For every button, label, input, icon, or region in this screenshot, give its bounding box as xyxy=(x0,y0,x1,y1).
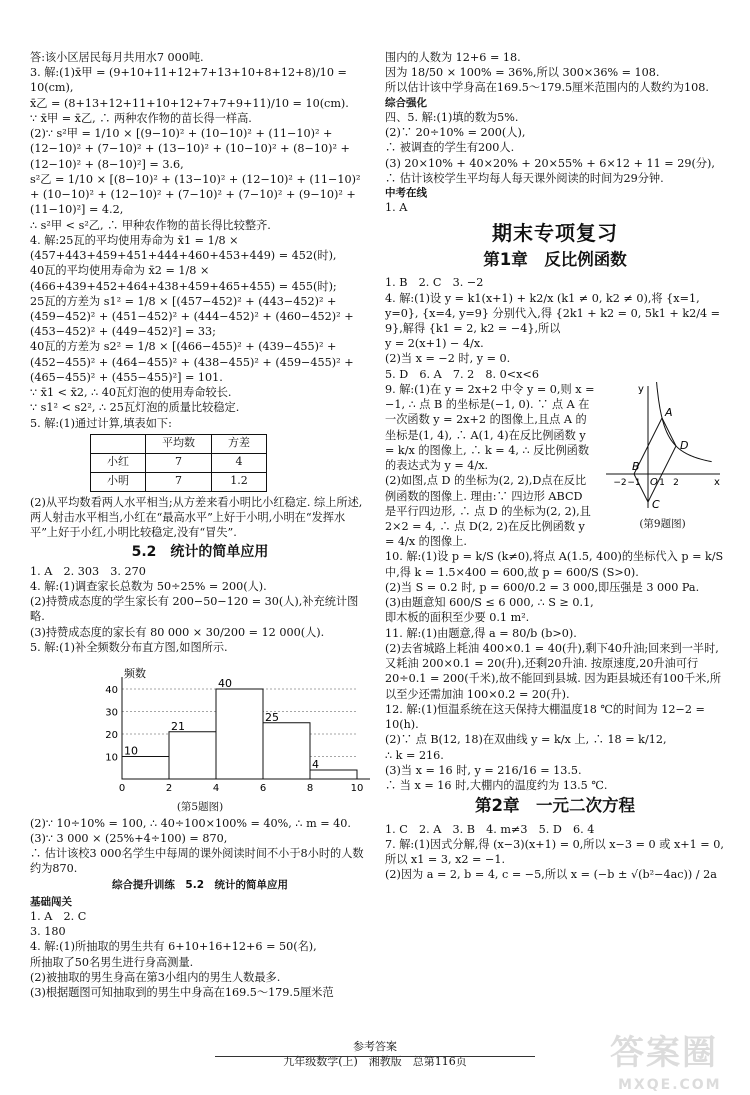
x-tick-label: 6 xyxy=(259,783,267,794)
y-tick-label: 20 xyxy=(105,730,118,741)
y-tick-label: 30 xyxy=(105,707,118,719)
table-header-row xyxy=(91,434,267,453)
answer-line: (3)根据题图可知抽取到的男生中身高在169.5～179.5厘米范 xyxy=(30,986,334,1000)
histogram-bar xyxy=(122,757,169,780)
table-cell: 7 xyxy=(146,472,212,491)
parallelogram-abcd xyxy=(634,418,676,502)
review-title: 期末专项复习 xyxy=(492,220,618,245)
answer-line: 4. 解:25瓦的平均使用寿命为 x̄1 = 1/8 × (457+443+459+451+444+460+453+449) = 452(时), xyxy=(30,233,337,263)
footer-line: 九年级数学(上) 湘教版 总第116页 xyxy=(283,1054,467,1068)
figure-caption: (第5题图) xyxy=(176,801,224,814)
point-label-b: B xyxy=(632,459,640,473)
answer-line: ∴ 估计该校学生平均每人每天课外阅读的时间为29分钟. xyxy=(385,171,664,185)
answer-line: 3. 解:(1)x̄甲 = (9+10+11+12+7+13+10+8+12+8)/10 = 10(cm), xyxy=(30,66,347,95)
answer-line: (2)∵ 20÷10% = 200(人), xyxy=(385,126,526,140)
answer-line: 3. 180 xyxy=(30,925,66,939)
answer-line: 9. 解:(1)在 y = 2x+2 中令 y = 0,则 x = −1, ∴ 点 B 的坐标是(−1, 0). ∵ 点 A 在一次函数 y = 2x+2 的图像上,且点 A 的坐标是(1, 4), ∴ A(1, 4)在反比例函数 y = k/x 的图像上, ∴ k = 4, ∴ 反比例函数的表达式为 y = 4/x. xyxy=(385,382,595,473)
table-header-cell: 平均数 xyxy=(146,434,212,453)
exam-label: 中考在线 xyxy=(385,187,427,200)
answer-line: 1. A xyxy=(385,201,408,215)
bar-data-label: 25 xyxy=(265,710,279,724)
answer-line: 因为 18/50 × 100% = 36%,所以 300×36% = 108. xyxy=(385,66,660,80)
answer-line: 所以估计该中学身高在169.5～179.5厘米范围内的人数约为108. xyxy=(385,81,709,95)
answer-line: (2)当 x = −2 时, y = 0. xyxy=(385,352,511,366)
answer-line: 即木板的面积至少要 0.1 m². xyxy=(385,611,530,625)
answer-line: 11. 解:(1)由题意,得 a = 80/b (b>0). xyxy=(385,626,577,640)
answer-line: ∴ 当 x = 16 时,大棚内的温度约为 13.5 ℃. xyxy=(385,779,608,792)
x-tick-label: 2 xyxy=(165,783,173,794)
answer-line: 4. 解:(1)调查家长总数为 50÷25% = 200(人). xyxy=(30,579,267,593)
point-label-d: D xyxy=(680,438,689,452)
answer-line: 1. A 2. C xyxy=(30,909,87,923)
score-table xyxy=(90,434,267,492)
bar-data-label: 4 xyxy=(312,758,319,771)
bar-data-label: 21 xyxy=(171,719,185,733)
answer-line: (2)从平均数看两人水平相当;从方差来看小明比小红稳定. 综上所述,两人射击水平相当,小红在“最高水平”上好于小明,小明在“发挥水平”上好于小红,小明比较稳定,没有“冒失”. xyxy=(30,495,363,540)
chapter1-title: 第1章 反比例函数 xyxy=(483,249,627,269)
table-row xyxy=(91,453,267,472)
table-header-cell xyxy=(91,434,146,453)
tick-label: −1 xyxy=(627,477,641,488)
answer-line: 1. B 2. C 3. −2 xyxy=(385,276,484,290)
histogram-bar xyxy=(263,723,310,779)
table-cell: 小明 xyxy=(91,472,146,491)
bar-data-label: 10 xyxy=(124,744,138,758)
table-cell: 7 xyxy=(146,453,212,472)
answer-line: 1. C 2. A 3. B 4. m≠3 5. D 6. 4 xyxy=(385,822,595,836)
answer-line: 5. D 6. A 7. 2 8. 0<x<6 xyxy=(385,367,539,381)
answer-line: 4. 解:(1)设 y = k1(x+1) + k2/x (k1 ≠ 0, k2 ≠ 0),将 {x=1, y=0}, {x=4, y=9} 分别代入,得 {2k1 + k2 = 0, 5k1 + k2/4 = 9},解得 {k1 = 2, k2 = −4},所以 xyxy=(385,291,721,335)
point-label-o: O xyxy=(650,476,658,488)
watermark-url: MXQE.COM xyxy=(618,1077,722,1094)
answer-line: 25瓦的方差为 s1² = 1/8 × [(457−452)² + (443−452)² + (459−452)² + (451−452)² + (444−452)² + (460−452)² + (453−452)² + (449−452)²] = 33; xyxy=(30,294,354,339)
point-label-c: C xyxy=(652,497,660,511)
answer-line: 40瓦的平均使用寿命为 x̄2 = 1/8 × (466+439+452+464+438+459+465+455) = 455(时); xyxy=(30,264,337,293)
point-label-a: A xyxy=(665,405,673,419)
answer-line: ∵ s1² < s2², ∴ 25瓦灯泡的质量比较稳定. xyxy=(30,401,240,415)
axis-label: x xyxy=(714,476,720,488)
histogram-bar xyxy=(216,689,263,779)
answer-line: 5. 解:(1)通过计算,填表如下: xyxy=(30,416,172,430)
answer-line: 1. A 2. 303 3. 270 xyxy=(30,564,146,578)
answer-line: (2)如图,点 D 的坐标为(2, 2),D点在反比例函数的图像上. 理由:∵ 四边形 ABCD 是平行四边形, ∴ 点 D 的坐标为(2, 2),且 2×2 = 4, ∴ 点 D(2, 2)在反比例函数 y = 4/x 的图像上. xyxy=(385,474,591,549)
frequency-histogram xyxy=(30,655,370,795)
x-tick-label: 8 xyxy=(306,783,314,794)
y-axis-label: 频数 xyxy=(124,667,146,680)
axis-label: y xyxy=(638,383,644,395)
problem9-block xyxy=(385,382,725,550)
footer-rule xyxy=(215,1056,535,1057)
answer-line: 围内的人数为 12+6 = 18. xyxy=(385,51,521,64)
answer-line: (3)当 x = 16 时, y = 216/16 = 13.5. xyxy=(385,763,582,777)
tick-label: 2 xyxy=(673,477,679,488)
synthesis-label: 综合强化 xyxy=(385,96,427,109)
bar-data-label: 40 xyxy=(218,677,232,690)
answer-line: ∵ x̄1 < x̄2, ∴ 40瓦灯泡的使用寿命较长. xyxy=(30,386,232,400)
answer-line: (2)当 S = 0.2 时, p = 600/0.2 = 3 000,即压强是 3 000 Pa. xyxy=(385,580,700,594)
answer-line: (3)由题意知 600/S ≤ 6 000, ∴ S ≥ 0.1, xyxy=(385,596,594,610)
answer-line: ∵ x̄甲 = x̄乙, ∴ 两种农作物的苗长得一样高. xyxy=(30,111,252,125)
tick-label: 1 xyxy=(659,477,665,488)
table-cell: 4 xyxy=(212,453,267,472)
table-row xyxy=(91,472,267,491)
right-column xyxy=(385,50,725,883)
answer-line: ∴ k = 216. xyxy=(385,748,444,762)
answer-line: ∴ 被调查的学生有200人. xyxy=(385,141,515,155)
answer-line: 所抽取了50名男生进行身高测量. xyxy=(30,955,194,969)
x-tick-label: 0 xyxy=(118,783,126,794)
answer-line: (3)∵ 3 000 × (25%+4÷100) = 870, xyxy=(30,831,228,845)
answer-line: 7. 解:(1)因式分解,得 (x−3)(x+1) = 0,所以 x−3 = 0 或 x+1 = 0,所以 x1 = 3, x2 = −1. xyxy=(385,837,724,867)
answer-line: s²乙 = 1/10 × [(8−10)² + (13−10)² + (12−10)² + (11−10)² + (10−10)² + (12−10)² + (7−10)² + (7−10)² + (9−10)² + (11−10)²] = 4.2, xyxy=(30,172,361,217)
answer-line: x̄乙 = (8+13+12+11+10+12+7+7+9+11)/10 = 10(cm). xyxy=(30,96,349,110)
histogram-bar xyxy=(169,732,216,779)
histogram-bar xyxy=(310,770,357,779)
answer-line: 10. 解:(1)设 p = k/S (k≠0),将点 A(1.5, 400)的坐标代入 p = k/S 中,得 k = 1.5×400 = 600,故 p = 600/S (S>0). xyxy=(385,550,724,579)
watermark-logo xyxy=(610,1030,722,1095)
chapter2-title: 第2章 一元二次方程 xyxy=(475,796,635,816)
answer-line: 答:该小区居民每月共用水7 000吨. xyxy=(30,51,204,64)
table-cell: 小红 xyxy=(91,453,146,472)
x-tick-label: 10 xyxy=(350,783,364,794)
basic-label: 基础闯关 xyxy=(30,895,72,908)
y-tick-label: 40 xyxy=(105,685,118,696)
tick-label: −2 xyxy=(613,477,627,488)
table-header-cell: 方差 xyxy=(212,434,267,453)
answer-line: 4. 解:(1)所抽取的男生共有 6+10+16+12+6 = 50(名), xyxy=(30,940,317,954)
answer-line: (2)被抽取的男生身高在第3小组内的男生人数最多. xyxy=(30,970,281,984)
answer-line: (2)∵ 10÷10% = 100, ∴ 40÷100×100% = 40%, ∴ m = 40. xyxy=(30,816,351,830)
figure9 xyxy=(600,382,725,533)
figure9-caption: (第9题图) xyxy=(639,518,686,531)
footer-header: 参考答案 xyxy=(353,1040,397,1053)
training-title: 综合提升训练 5.2 统计的简单应用 xyxy=(111,879,289,892)
watermark-text: 答案圈 xyxy=(610,1033,718,1073)
answer-line: y = 2(x+1) − 4/x. xyxy=(385,337,484,351)
answer-line: (2)∵ s²甲 = 1/10 × [(9−10)² + (10−10)² + (11−10)² + (12−10)² + (7−10)² + (13−10)² + (10−10)² + (8−10)² + (12−10)² + (8−10)²] = 3.6, xyxy=(30,127,350,171)
table-cell: 1.2 xyxy=(212,472,267,491)
answer-line: 40瓦的方差为 s2² = 1/8 × [(466−455)² + (439−455)² + (452−455)² + (464−455)² + (438−455)² + (459−455)² + (465−455)² + (455−455)²] = 101. xyxy=(30,340,354,384)
figure9-graph xyxy=(600,382,725,512)
left-column xyxy=(30,50,370,1000)
answer-line: 12. 解:(1)恒温系统在这天保持大棚温度18 ℃的时间为 12−2 = 10(h). xyxy=(385,702,705,732)
y-tick-label: 10 xyxy=(105,752,118,764)
answer-line: ∴ 估计该校3 000名学生中每周的课外阅读时间不小于8小时的人数约为870. xyxy=(30,846,364,876)
answer-line: ∴ s²甲 < s²乙, ∴ 甲种农作物的苗长得比较整齐. xyxy=(30,218,271,232)
x-tick-label: 4 xyxy=(212,783,220,794)
answer-line: (3)持赞成态度的家长有 80 000 × 30/200 = 12 000(人). xyxy=(30,625,325,639)
answer-line: (2)去省城路上耗油 400×0.1 = 40(升),剩下40升油;回来到一半时,又耗油 200×0.1 = 20(升),还剩20升油. 按原速度,20升油可行 20÷0.1 = 200(千米),故不能回到县城. 因为距县城还有100千米,所以至少还需加油 100×0.2 = 20(升). xyxy=(385,641,722,701)
answer-line: (2)∵ 点 B(12, 18)在双曲线 y = k/x 上, ∴ 18 = k/12, xyxy=(385,733,667,747)
answer-line: (2)持赞成态度的学生家长有 200−50−120 = 30(人),补充统计图略. xyxy=(30,595,359,624)
answer-line: (3) 20×10% + 40×20% + 20×55% + 6×12 + 11 = 29(分), xyxy=(385,156,715,170)
answer-line: 四、5. 解:(1)填的数为5%. xyxy=(385,110,519,124)
answer-line: (2)因为 a = 2, b = 4, c = −5,所以 x = (−b ± √(b²−4ac)) / 2a xyxy=(385,868,717,882)
answer-line: 5. 解:(1)补全频数分布直方图,如图所示. xyxy=(30,640,228,654)
section-title: 5.2 统计的简单应用 xyxy=(131,543,269,560)
